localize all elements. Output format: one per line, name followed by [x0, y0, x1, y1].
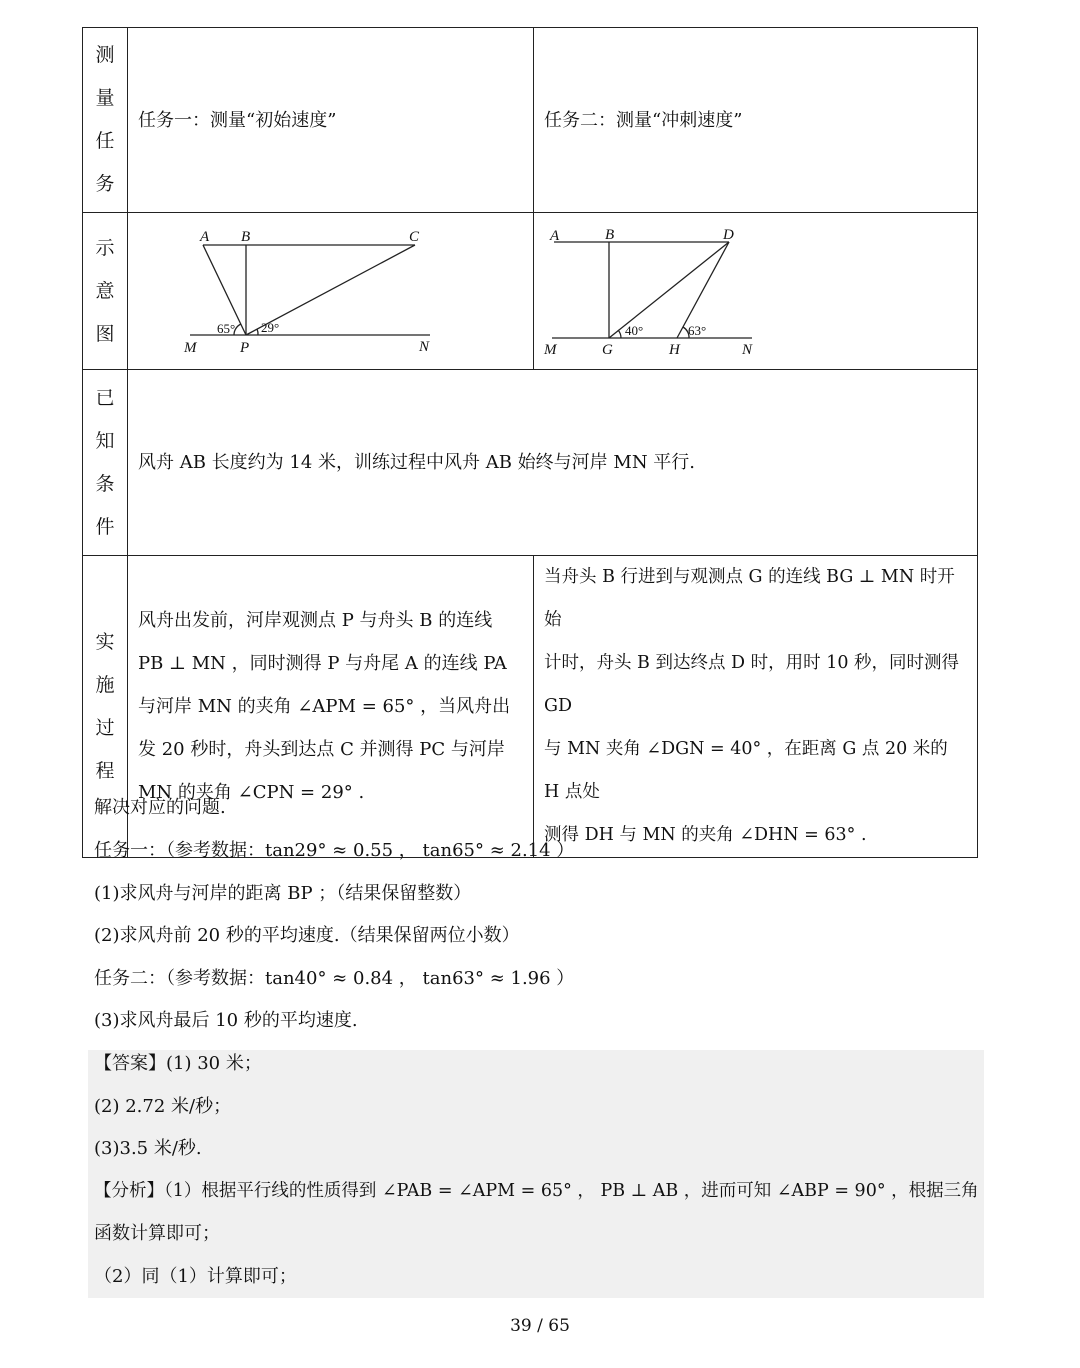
row-header-measure-task	[83, 28, 128, 213]
angle-label-29: 29°	[261, 319, 280, 335]
impl-left-line: PB ⊥ MN ，同时测得 P 与舟尾 A 的连线 PA	[138, 653, 507, 674]
impl-left-line: 风舟出发前，河岸观测点 P 与舟头 B 的连线	[138, 610, 493, 631]
label-h: H	[669, 341, 680, 358]
impl-right-line: 与 MN 夹角 ∠DGN = 40° ，在距离 G 点 20 米的 H 点处	[544, 739, 948, 802]
label-m: M	[184, 339, 197, 356]
label-p: P	[240, 339, 250, 356]
label-b: B	[241, 228, 251, 245]
impl-right-line: 当舟头 B 行进到与观测点 G 的连线 BG ⊥ MN 时开始	[544, 567, 955, 630]
label-m: M	[544, 341, 557, 358]
answer-line: (2) 2.72 米/秒；	[94, 1096, 232, 1117]
answer-line: (3)3.5 米/秒.	[94, 1138, 202, 1159]
label-g: G	[602, 341, 613, 358]
angle-arc-40	[618, 330, 621, 338]
diagram2-cell	[534, 213, 978, 370]
row-known-conditions	[83, 370, 978, 556]
question-intro: 解决对应的问题.	[94, 797, 226, 818]
question-1: (1)求风舟与河岸的距离 BP ；（结果保留整数）	[94, 883, 472, 904]
answer-section	[88, 1050, 984, 1298]
row-header-text: 示 意 图	[95, 236, 115, 345]
question-3: (3)求风舟最后 10 秒的平均速度.	[94, 1010, 358, 1031]
row-measure-task	[83, 28, 978, 213]
label-b: B	[605, 226, 615, 243]
impl-left-line: 与河岸 MN 的夹角 ∠APM = 65° ，当风舟出	[138, 696, 511, 717]
row-header-text: 已 知 条 件	[95, 386, 115, 538]
page-number: 39 / 65	[510, 1316, 570, 1336]
task2-reference: 任务二：（参考数据：tan40° ≈ 0.84 ， tan63° ≈ 1.96 ）	[94, 968, 575, 989]
label-n: N	[419, 338, 430, 355]
task1-cell: 任务一：测量“初始速度”	[128, 28, 534, 213]
angle-label-40: 40°	[625, 322, 644, 338]
angle-label-63: 63°	[688, 322, 707, 338]
label-n: N	[742, 341, 753, 358]
diagram-task1	[128, 214, 513, 369]
task1-reference: 任务一：（参考数据：tan29° ≈ 0.55 ， tan65° ≈ 2.14 ）	[94, 840, 575, 861]
impl-left-line: MN 的夹角 ∠CPN = 29° .	[138, 782, 365, 803]
diagram1-cell	[128, 213, 534, 370]
row-header-known-conditions	[83, 370, 128, 556]
analysis-line: （2）同（1）计算即可；	[94, 1266, 297, 1287]
row-header-text: 实 施 过 程	[95, 630, 115, 782]
task2-cell: 任务二：测量“冲刺速度”	[534, 28, 978, 213]
label-a: A	[550, 227, 560, 244]
row-header-text: 测 量 任 务	[95, 44, 115, 195]
impl-left-line: 发 20 秒时，舟头到达点 C 并测得 PC 与河岸	[138, 739, 505, 760]
analysis-line: 【分析】（1）根据平行线的性质得到 ∠PAB = ∠APM = 65° ， PB ⊥ AB ，进而可知 ∠ABP = 90° ，根据三角	[94, 1181, 979, 1201]
label-a: A	[200, 228, 210, 245]
analysis-line: 函数计算即可；	[94, 1223, 220, 1244]
label-d: D	[723, 226, 734, 243]
row-diagram	[83, 213, 978, 370]
question-2: (2)求风舟前 20 秒的平均速度.（结果保留两位小数）	[94, 925, 520, 946]
row-header-diagram	[83, 213, 128, 370]
answer-line: 【答案】(1) 30 米；	[94, 1053, 262, 1074]
impl-right-line: 测得 DH 与 MN 的夹角 ∠DHN = 63° .	[544, 825, 867, 845]
label-c: C	[409, 228, 420, 245]
known-conditions-cell: 风舟 AB 长度约为 14 米，训练过程中风舟 AB 始终与河岸 MN 平行.	[128, 370, 978, 556]
task-table	[82, 27, 978, 858]
impl-right-line: 计时，舟头 B 到达终点 D 时，用时 10 秒，同时测得 GD	[544, 653, 960, 716]
angle-arc-29	[257, 329, 258, 335]
diagram-task2	[534, 214, 994, 369]
angle-label-65: 65°	[217, 320, 236, 336]
